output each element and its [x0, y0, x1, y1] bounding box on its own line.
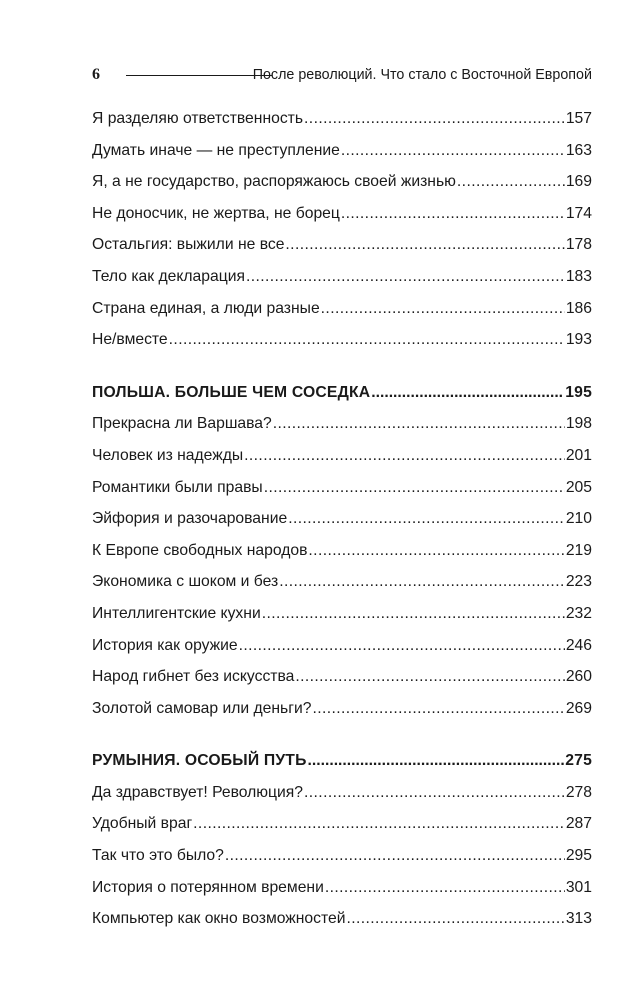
dot-leader — [371, 382, 564, 404]
toc-entry[interactable] — [92, 877, 592, 909]
toc-entry[interactable] — [92, 571, 592, 603]
dot-leader — [288, 508, 565, 530]
toc-entry-page: 183 — [565, 267, 592, 285]
dot-leader — [295, 666, 564, 688]
toc-entry-page: 295 — [565, 847, 592, 865]
toc-section-title: ПОЛЬША. БОЛЬШЕ ЧЕМ СОСЕДКА — [92, 383, 371, 401]
dot-leader — [246, 266, 565, 288]
toc-entry-page: 201 — [565, 446, 592, 464]
toc-entry-title: Страна единая, а люди разные — [92, 299, 320, 317]
toc-entry-title: Думать иначе — не преступление — [92, 141, 340, 159]
toc-entry-title: Эйфория и разочарование — [92, 510, 288, 528]
toc-entry[interactable] — [92, 171, 592, 203]
dot-leader — [321, 298, 565, 320]
toc-entry-page: 169 — [565, 173, 592, 191]
toc-entry-title: Тело как декларация — [92, 267, 245, 285]
toc-entry-page: 219 — [565, 541, 592, 559]
dot-leader — [279, 571, 565, 593]
running-title: После революций. Что стало с Восточной Европой — [252, 67, 592, 83]
page-number: 6 — [92, 66, 100, 83]
toc-entry[interactable] — [92, 413, 592, 445]
toc-entry[interactable] — [92, 508, 592, 540]
toc-entry-title: Я, а не государство, распоряжаюсь своей жизнью — [92, 173, 456, 191]
toc-entry-title: История как оружие — [92, 636, 238, 654]
table-of-contents — [92, 108, 592, 940]
toc-entry[interactable] — [92, 445, 592, 477]
toc-entry-title: К Европе свободных народов — [92, 541, 308, 559]
toc-entry-page: 278 — [565, 783, 592, 801]
toc-entry[interactable] — [92, 813, 592, 845]
toc-entry-title: Я разделяю ответственность — [92, 110, 304, 127]
toc-entry[interactable] — [92, 477, 592, 509]
toc-entry-page: 260 — [565, 668, 592, 686]
toc-entry[interactable] — [92, 698, 592, 730]
toc-entry-page: 223 — [565, 573, 592, 591]
toc-section-page: 195 — [565, 383, 592, 401]
toc-entry[interactable] — [92, 234, 592, 266]
toc-entry-title: Человек из надежды — [92, 446, 244, 464]
toc-entry-page: 205 — [565, 478, 592, 496]
toc-entry[interactable] — [92, 140, 592, 172]
dot-leader — [285, 234, 564, 256]
toc-entry-title: Не доносчик, не жертва, не борец — [92, 204, 340, 222]
toc-entry[interactable] — [92, 203, 592, 235]
toc-entry-title: Народ гибнет без искусства — [92, 668, 295, 686]
header-rule — [126, 75, 272, 76]
toc-entry[interactable] — [92, 266, 592, 298]
toc-entry[interactable] — [92, 298, 592, 330]
toc-entry[interactable] — [92, 540, 592, 572]
toc-entry-page: 178 — [565, 236, 592, 254]
toc-entry[interactable] — [92, 329, 592, 361]
toc-entry-page: 301 — [565, 878, 592, 896]
toc-entry-page: 193 — [565, 331, 592, 349]
toc-entry-title: Интеллигентские кухни — [92, 604, 261, 622]
toc-entry[interactable] — [92, 845, 592, 877]
dot-leader — [262, 603, 565, 625]
toc-entry-title: Так что это было? — [92, 847, 224, 865]
toc-entry[interactable] — [92, 635, 592, 667]
toc-entry-title: Компьютер как окно возможностей — [92, 910, 346, 928]
toc-entry[interactable] — [92, 782, 592, 814]
dot-leader — [325, 877, 565, 899]
toc-entry[interactable] — [92, 108, 592, 140]
toc-entry-title: Романтики были правы — [92, 478, 263, 496]
dot-leader — [244, 445, 565, 467]
toc-entry-title: Остальгия: выжили не все — [92, 236, 285, 254]
toc-section-poland[interactable] — [92, 382, 592, 414]
toc-entry-page: 210 — [565, 510, 592, 528]
toc-section-page: 275 — [565, 752, 592, 770]
toc-entry-page: 198 — [565, 415, 592, 433]
dot-leader — [169, 329, 565, 351]
toc-entry-page: 232 — [565, 604, 592, 622]
toc-entry-title: Да здравствует! Революция? — [92, 783, 304, 801]
dot-leader — [308, 750, 565, 772]
toc-entry-title: Прекрасна ли Варшава? — [92, 415, 272, 433]
dot-leader — [193, 813, 565, 835]
toc-section-romania[interactable] — [92, 750, 592, 782]
dot-leader — [273, 413, 565, 435]
toc-entry-title: История о потерянном времени — [92, 878, 324, 896]
dot-leader — [304, 782, 565, 804]
toc-entry[interactable] — [92, 666, 592, 698]
toc-entry-page: 269 — [565, 699, 592, 717]
toc-entry-title: Экономика с шоком и без — [92, 573, 279, 591]
dot-leader — [312, 698, 564, 720]
toc-entry-page: 174 — [565, 204, 592, 222]
toc-entry-page: 186 — [565, 299, 592, 317]
toc-entry-page: 163 — [565, 141, 592, 159]
toc-entry-page: 313 — [565, 910, 592, 928]
dot-leader — [304, 108, 565, 130]
dot-leader — [341, 203, 565, 225]
dot-leader — [225, 845, 565, 867]
section-gap — [92, 729, 592, 750]
toc-entry-page: 157 — [565, 110, 592, 127]
toc-section-title: РУМЫНИЯ. ОСОБЫЙ ПУТЬ — [92, 752, 307, 770]
toc-entry[interactable] — [92, 908, 592, 940]
dot-leader — [457, 171, 565, 193]
dot-leader — [347, 908, 565, 930]
dot-leader — [341, 140, 565, 162]
dot-leader — [308, 540, 564, 562]
toc-entry-title: Удобный враг — [92, 815, 193, 833]
toc-entry-title: Золотой самовар или деньги? — [92, 699, 312, 717]
dot-leader — [239, 635, 565, 657]
page-header — [92, 64, 592, 86]
toc-entry-page: 287 — [565, 815, 592, 833]
toc-entry[interactable] — [92, 603, 592, 635]
dot-leader — [264, 477, 565, 499]
toc-entry-page: 246 — [565, 636, 592, 654]
toc-entry-title: Не/вместе — [92, 331, 168, 349]
section-gap — [92, 361, 592, 382]
